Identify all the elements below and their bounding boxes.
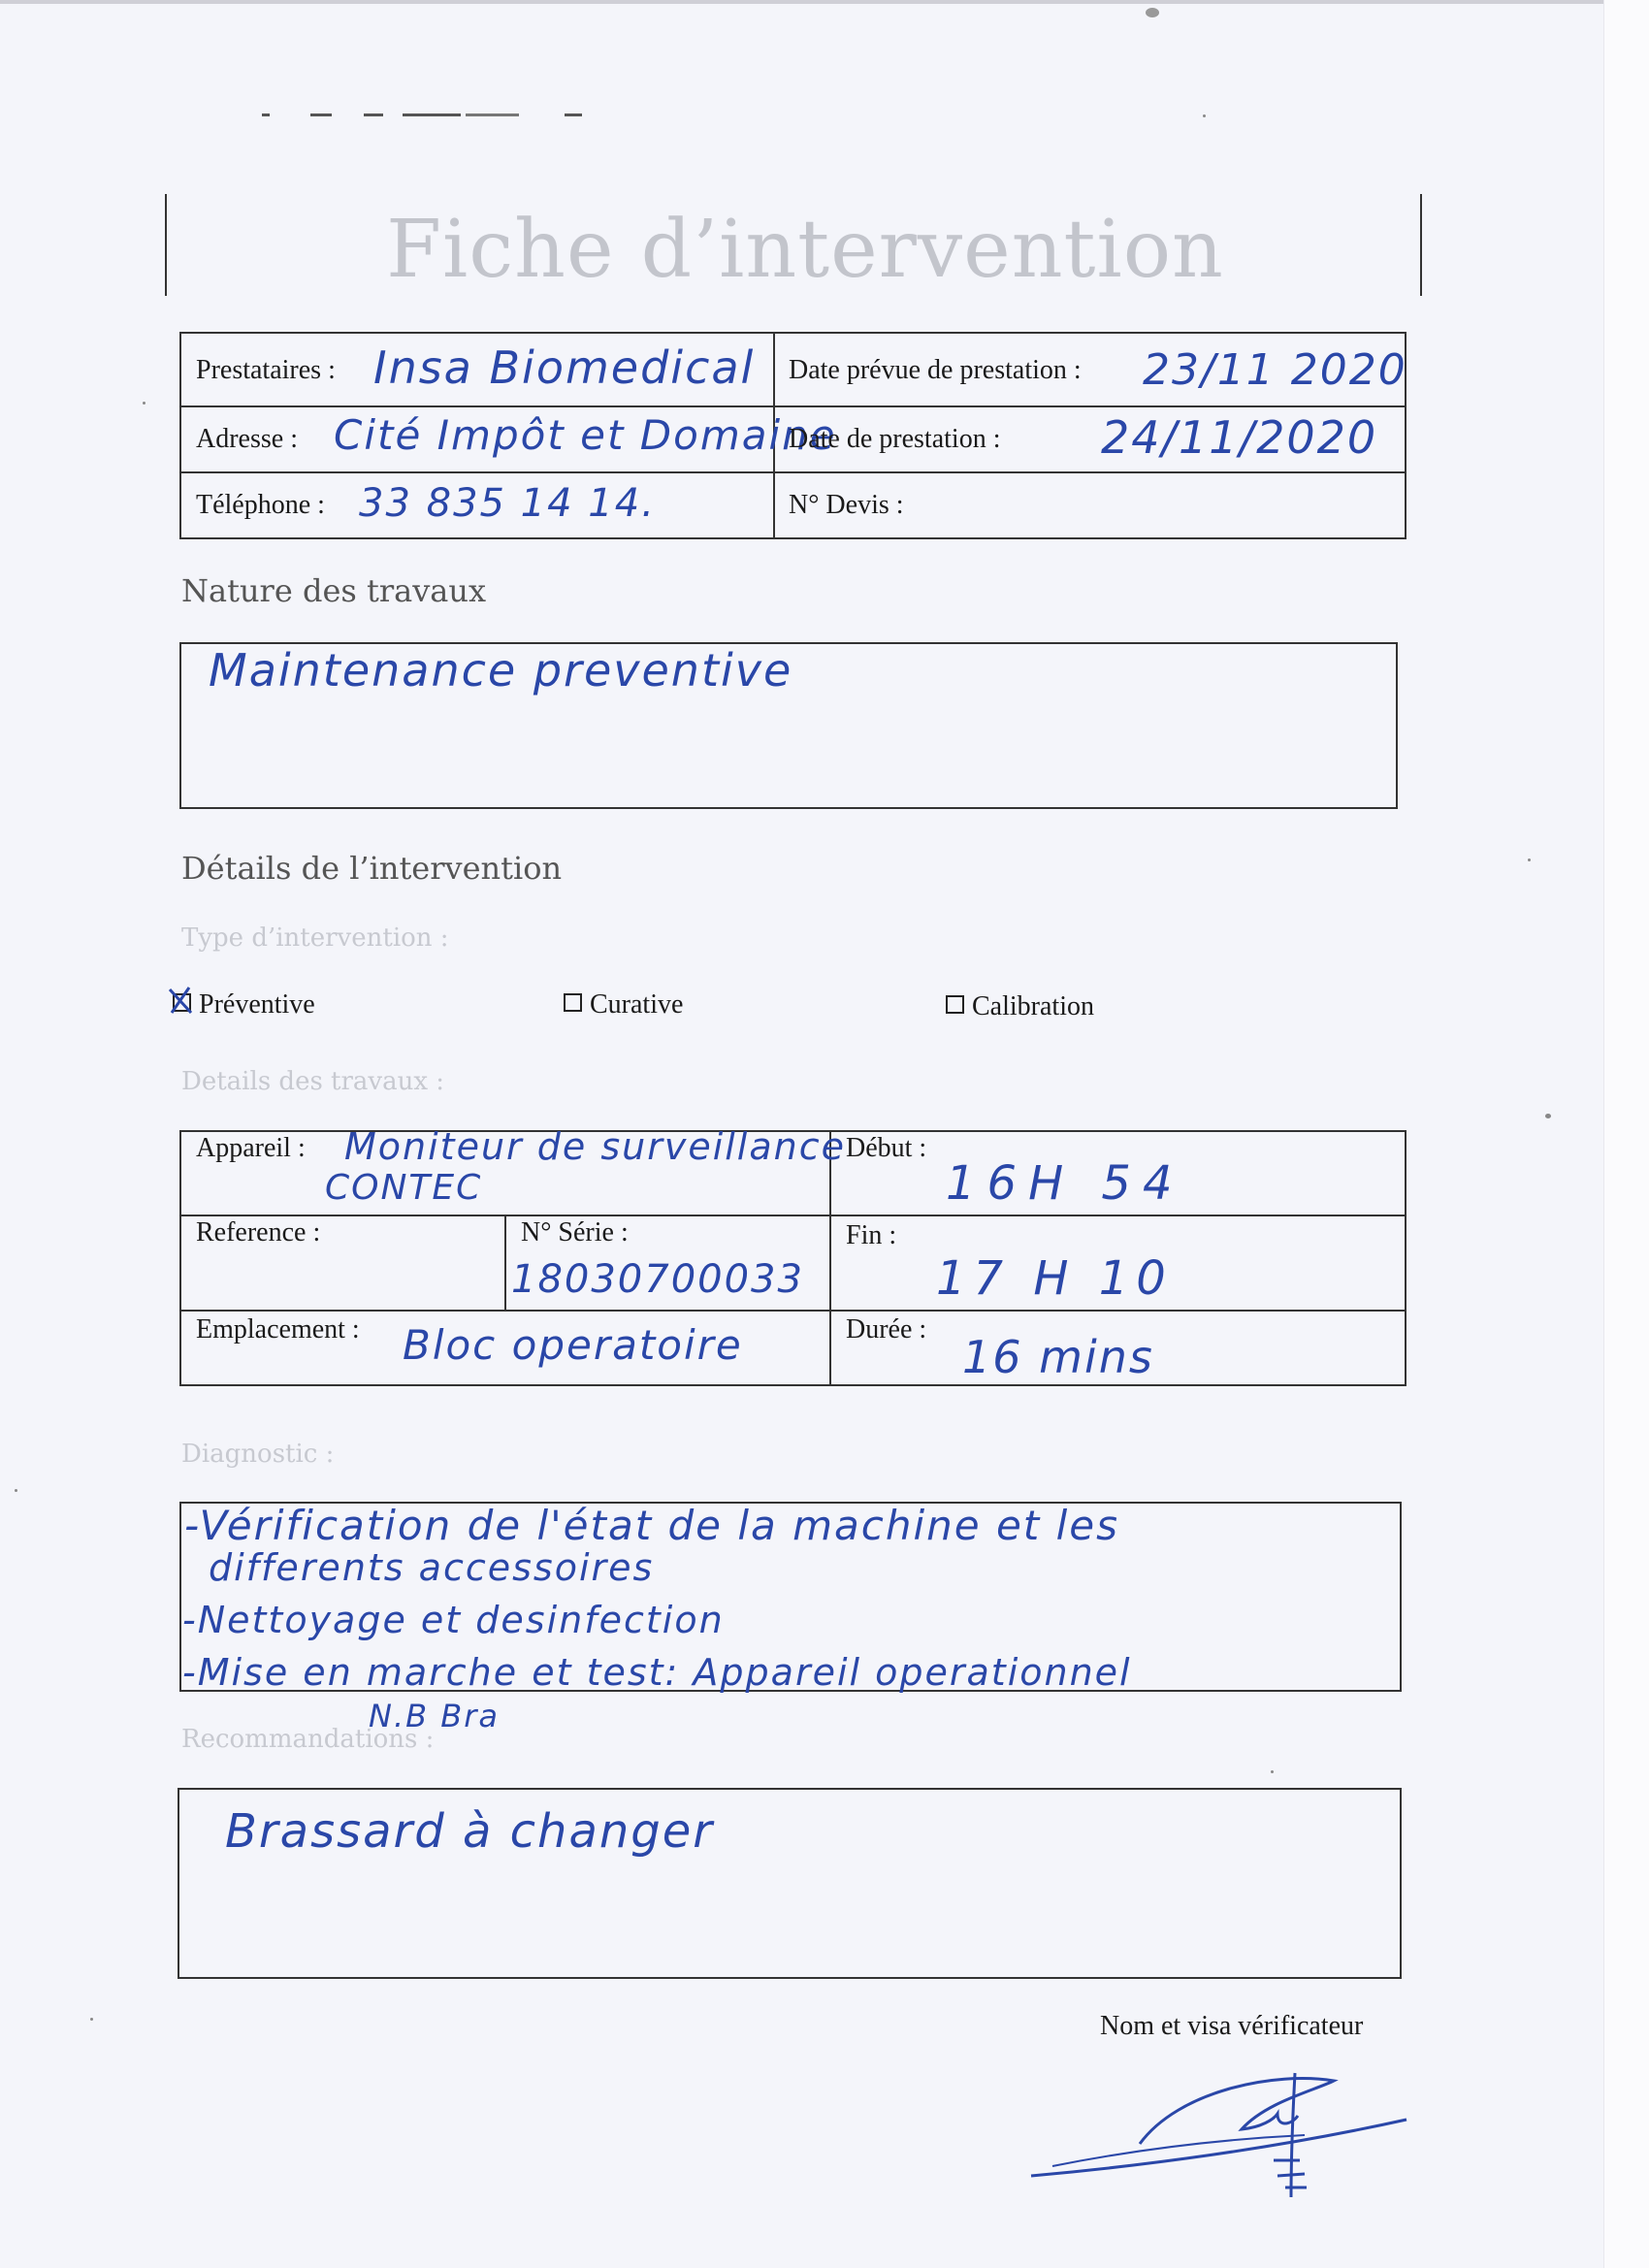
- prestataires-value: Insa Biomedical: [373, 341, 756, 394]
- appareil-value-line1: Moniteur de surveillance: [344, 1125, 847, 1168]
- diagnostic-line-3: -Nettoyage et desinfection: [182, 1599, 725, 1641]
- details-heading: Détails de l’intervention: [181, 850, 563, 887]
- type-option-label: Calibration: [972, 991, 1094, 1021]
- top-dashes: [262, 113, 592, 116]
- diagnostic-label: Diagnostic :: [181, 1440, 335, 1469]
- type-option-label: Curative: [590, 989, 684, 1020]
- document-title: Fiche d’intervention: [386, 204, 1224, 296]
- type-option-label: Préventive: [199, 989, 315, 1020]
- duree-label: Durée :: [846, 1314, 927, 1345]
- diagnostic-line-4: -Mise en marche et test: Appareil operationnel: [182, 1651, 1132, 1694]
- details-travaux-label: Details des travaux :: [181, 1067, 445, 1096]
- duree-value: 16 mins: [962, 1331, 1154, 1383]
- recommandations-label: Recommandations :: [181, 1725, 435, 1754]
- telephone-value: 33 835 14 14.: [359, 481, 656, 526]
- devis-label: N° Devis :: [789, 490, 904, 520]
- debut-label: Début :: [846, 1133, 927, 1163]
- date-prevue-value: 23/11 2020: [1143, 345, 1407, 395]
- nature-travaux-value: Maintenance preventive: [209, 644, 793, 697]
- diagnostic-line-2: differents accessoires: [209, 1546, 655, 1589]
- scan-top-edge: [0, 0, 1610, 4]
- type-intervention-label: Type d’intervention :: [181, 923, 449, 953]
- date-prestation-value: 24/11/2020: [1101, 411, 1378, 464]
- checkbox-icon[interactable]: [173, 993, 191, 1012]
- check-mark-icon: [168, 986, 193, 1015]
- checkbox-icon[interactable]: [946, 995, 964, 1014]
- adresse-label: Adresse :: [196, 424, 298, 454]
- date-prestation-label: Date de prestation :: [789, 424, 1001, 454]
- emplacement-value: Bloc operatoire: [403, 1321, 743, 1369]
- reference-label: Reference :: [196, 1217, 321, 1247]
- adresse-value: Cité Impôt et Domaine: [334, 411, 837, 459]
- diagnostic-note: N.B Bra: [369, 1698, 500, 1734]
- diagnostic-line-1: -Vérification de l'état de la machine et les: [184, 1502, 1120, 1549]
- serie-label: N° Série :: [521, 1217, 629, 1247]
- type-option-calibration[interactable]: [946, 991, 1094, 1022]
- appareil-label: Appareil :: [196, 1133, 306, 1163]
- type-option-curative[interactable]: [564, 989, 683, 1021]
- fin-value: 17 H 10: [936, 1251, 1174, 1306]
- scan-right-edge: [1603, 0, 1649, 2268]
- nature-travaux-heading: Nature des travaux: [181, 572, 487, 609]
- date-prevue-label: Date prévue de prestation :: [789, 355, 1082, 385]
- checkbox-icon[interactable]: [564, 993, 582, 1012]
- signature-mark: [1023, 2052, 1421, 2207]
- fin-label: Fin :: [846, 1220, 897, 1250]
- debut-value: 16H 54: [946, 1156, 1184, 1211]
- signature-label: Nom et visa vérificateur: [1100, 2011, 1364, 2041]
- emplacement-label: Emplacement :: [196, 1314, 360, 1345]
- prestataires-label: Prestataires :: [196, 355, 336, 385]
- serie-value: 18030700033: [511, 1257, 804, 1302]
- appareil-value-line2: CONTEC: [325, 1168, 483, 1208]
- type-option-preventive[interactable]: [173, 989, 315, 1021]
- recommandations-value: Brassard à changer: [225, 1804, 715, 1859]
- telephone-label: Téléphone :: [196, 490, 325, 520]
